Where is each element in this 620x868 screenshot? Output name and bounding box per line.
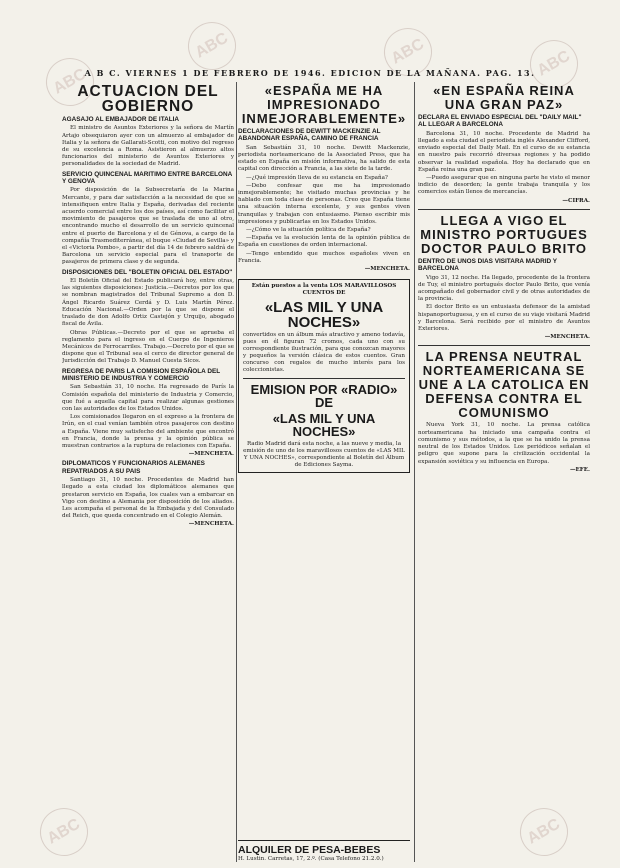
agency-signature: —MENCHETA.	[544, 334, 590, 341]
article-paragraph: Santiago 31, 10 noche. Procedentes de Madrid han llegado a esta ciudad los diplomáticos alemanes que prestaron servicio en España, los cuales van a embarcar en Vigo con destino a Alemania por disposición de los aliados. Les acompaña el personal de la Embajada y del Consulado del Reich, que queda concentrado en el Colegio Alemán.	[62, 477, 234, 520]
headline-prensa: LA PRENSA NEUTRAL NORTEAMERICANA SE UNE A LA CATOLICA EN DEFENSA CONTRA EL COMUNISMO	[418, 349, 590, 421]
article-paragraph: —Puedo asegurar que en ninguna parte he visto el menor indicio de desorden; la gente trabaja tranquila y los comercios están llenos de mercancías.	[418, 175, 590, 196]
column-middle	[238, 82, 410, 862]
article-paragraph: —¿Qué impresión lleva de su estancia en España?	[246, 174, 388, 181]
article-paragraph: Nueva York 31, 10 noche. La prensa católica norteamericana ha iniciado una campaña contra el comunismo y sus métodos, a la que se ha unido la prensa neutral de los Estados Unidos. Los periódicos señalan el peligro que supone para la civilización occidental la expansión soviética y su influencia en Europa.	[418, 422, 590, 465]
article-paragraph: —España ve la evolución lenta de la opinión pública de España en cuestiones de orden internacional.	[238, 235, 410, 249]
agency-signature: —MENCHETA.	[188, 521, 234, 528]
column-left	[62, 82, 234, 862]
watermark-stamp: ABC	[31, 799, 97, 865]
agency-signature: —EFE.	[569, 466, 590, 473]
agency-signature: —MENCHETA.	[364, 266, 410, 273]
subhead: DISPOSICIONES DEL "BOLETIN OFICIAL DEL ESTADO"	[62, 268, 233, 276]
bottom-advertisement	[238, 836, 410, 862]
subhead: DIPLOMATICOS Y FUNCIONARIOS ALEMANES REPATRIADOS A SU PAIS	[62, 460, 205, 475]
agency-signature: —MENCHETA.	[188, 451, 234, 458]
ad-text: convertidos en un álbum más atractivo y ameno todavía, pues en él figuran 72 cromos, cada uno con su correspondiente ilustración, para que conozcan mayores y pequeños la versión clásica de estos cuentos. Gran concurso con regalos de mucho interés para los coleccionistas.	[243, 331, 405, 373]
article-paragraph: El doctor Brito es un entusiasta defensor de la amistad hispanoportuguesa, y en el curso de su viaje visitará Madrid y Barcelona. Será recibido por el ministro de Asuntos Exteriores.	[418, 304, 590, 333]
column-divider	[414, 82, 415, 862]
ad-radio-text: Radio Madrid dará esta noche, a las nueve y media, la emisión de uno de los maravillosos cuentos de «LAS MIL Y UNA NOCHES», correspondiente al Boletín del Álbum de Ediciones Sayma.	[243, 440, 405, 468]
headline-vigo: LLEGA A VIGO EL MINISTRO PORTUGUES DOCTOR PAULO BRITO	[420, 212, 588, 256]
divider	[418, 345, 590, 346]
divider	[418, 209, 590, 210]
column-divider	[236, 82, 237, 862]
watermark-stamp: ABC	[37, 49, 103, 115]
subhead: SERVICIO QUINCENAL MARITIMO ENTRE BARCELONA Y GENOVA	[62, 170, 232, 186]
watermark-stamp: ABC	[179, 13, 245, 79]
subhead: AGASAJO AL EMBAJADOR DE ITALIA	[62, 116, 180, 123]
ad-title: «LAS MIL Y UNA NOCHES»	[264, 298, 384, 331]
subhead: REGRESA DE PARIS LA COMISION ESPAÑOLA DEL MINISTERIO DE INDUSTRIA Y COMERCIO	[62, 367, 221, 382]
headline-actuacion: ACTUACION DEL GOBIERNO	[77, 83, 219, 115]
watermark-stamp: ABC	[511, 799, 577, 865]
agency-signature: —CIFRA.	[562, 197, 590, 204]
article-paragraph: Los comisionados llegaron en el expreso a la frontera de Irún, en el cual venían también otros pasajeros con destino a España. Viene muy satisfecho del ambiente que encontró en Francia, donde la prensa y la opinión pública se muestran contrarios a la ruptura de relaciones con España.	[62, 414, 234, 449]
article-paragraph: El ministro de Asuntos Exteriores y la señora de Martín Artajo obsequiaron ayer con un almuerzo al embajador de Italia y la señora de Gallarati-Scotti, con motivo del regreso de su excelencia a Roma. Asistieron al almuerzo altos funcionarios del ministerio de Asuntos Exteriores y personalidades de la sociedad de Madrid.	[62, 125, 234, 168]
advertisement-box	[238, 279, 410, 472]
ad-emission: EMISION POR «RADIO» DE	[250, 381, 398, 410]
page-header: A B C. VIERNES 1 DE FEBRERO DE 1946. EDICION DE LA MAÑANA. PAG. 13.	[84, 68, 536, 78]
article-paragraph: Por disposición de la Subsecretaría de la Marina Mercante, y para dar satisfacción a la necesidad de que se intensifiquen entre Italia y España, derivadas del reciente acuerdo comercial entre los dos países, así como facilitar el movimiento de pasajeros que se traslada de uno al otro, encontrando mucho el desarrollo de un servicio quincenal entre el puerto de Barcelona y el de Génova, a cargo de la compañía Trasmediterránea, el buque «Ciudad de Sevilla» y el «Victoria Pombo», a partir del día 14 de febrero saldrá de Barcelona un servicio especial para el transporte de pasajeros de primera clase y de segunda.	[62, 187, 234, 266]
article-paragraph: Barcelona 31, 10 noche. Procedente de Madrid ha llegado a esta ciudad el periodista inglés Alexander Clifford, enviado especial del Daily Mail. En el curso de su estancia en nuestro país recorrió diversas regiones y ha podido observar la realidad española. Hoy ha declarado que en España reina una gran paz.	[418, 130, 590, 173]
ad-intro: Están puestos a la venta LOS MARAVILLOSOS CUENTOS DE	[251, 283, 397, 297]
headline-espana: «ESPAÑA ME HA IMPRESIONADO INMEJORABLEMENTE»	[241, 83, 407, 126]
article-paragraph: San Sebastián 31, 10 noche. Dewitt Mackenzie, periodista norteamericano de la Associated Press, que ha estado en España en misión informativa, ha salido de esta capital con dirección a Francia, a las siete de la tarde.	[238, 144, 410, 173]
bottom-ad-text: H. Lustin. Carretas, 17, 2.º. (Casa Telefono 21.2.0.)	[238, 856, 384, 862]
article-paragraph: Obras Públicas.—Decreto por el que se aprueba el reglamento para el ingreso en el Cuerpo de Ingenieros Mecánicos de Ferrocarriles. Trabajo.—Decreto por el que se dispone que el Tribunal sea el cerco de director general de Jurisdicción del Trabajo D. Manuel Cuesta Sicos.	[62, 329, 234, 365]
subhead: DENTRO DE UNOS DIAS VISITARA MADRID Y BARCELONA	[418, 257, 557, 273]
article-paragraph: San Sebastián 31, 10 noche. Ha regresado de París la Comisión española del ministerio de Industria y Comercio, que fué a aquella capital para realizar algunas gestiones con las autoridades de los Estados Unidos.	[62, 384, 234, 412]
headline-paz: «EN ESPAÑA REINA UNA GRAN PAZ»	[433, 83, 575, 112]
divider	[243, 378, 405, 379]
article-paragraph: —Debo confesar que me ha impresionado inmejorablemente; he visitado muchas provincias y he hablado con toda clase de personas. Creo que España tiene una situación interna excelente, y sus gentes viven tranquilas y trabajan con entusiasmo. Pienso escribir mis impresiones y publicarlas en los Estados Unidos.	[238, 182, 410, 225]
article-paragraph: Vigo 31, 12 noche. Ha llegado, procedente de la frontera de Tuy, el ministro portugués doctor Paulo Brito, que venía acompañado del gobernador civil y de otras autoridades de la provincia.	[418, 274, 590, 303]
subhead: DECLARA EL ENVIADO ESPECIAL DEL "DAILY MAIL" AL LLEGAR A BARCELONA	[418, 114, 582, 129]
article-paragraph: —Tengo entendido que muchos españoles viven en Francia.	[238, 250, 410, 264]
article-paragraph: —¿Cómo ve la situación política de España?	[246, 227, 371, 234]
article-paragraph: El Boletín Oficial del Estado publicará hoy, entre otras, las siguientes disposiciones: Justicia.—Decretos por los que se nombran magistrados del Tribunal Supremo a don D. Ángel Ricardo Suárez Cerdá y D. Luis Martín Pérez. Educación Nacional.—Orden por la que se dispone el traslado de don Adolfo Ortiz Castejón y Urquijo, abogado fiscal de Ávila.	[62, 278, 234, 328]
watermark-stamp: ABC	[375, 19, 441, 85]
ad-title: «LAS MIL Y UNA NOCHES»	[272, 410, 376, 439]
watermark-stamp: ABC	[521, 31, 587, 97]
subhead: DECLARACIONES DE DEWITT MACKENZIE AL ABANDONAR ESPAÑA, CAMINO DE FRANCIA	[238, 128, 381, 143]
column-right	[418, 82, 590, 862]
bottom-ad-title: ALQUILER DE PESA-BEBES	[238, 840, 410, 856]
